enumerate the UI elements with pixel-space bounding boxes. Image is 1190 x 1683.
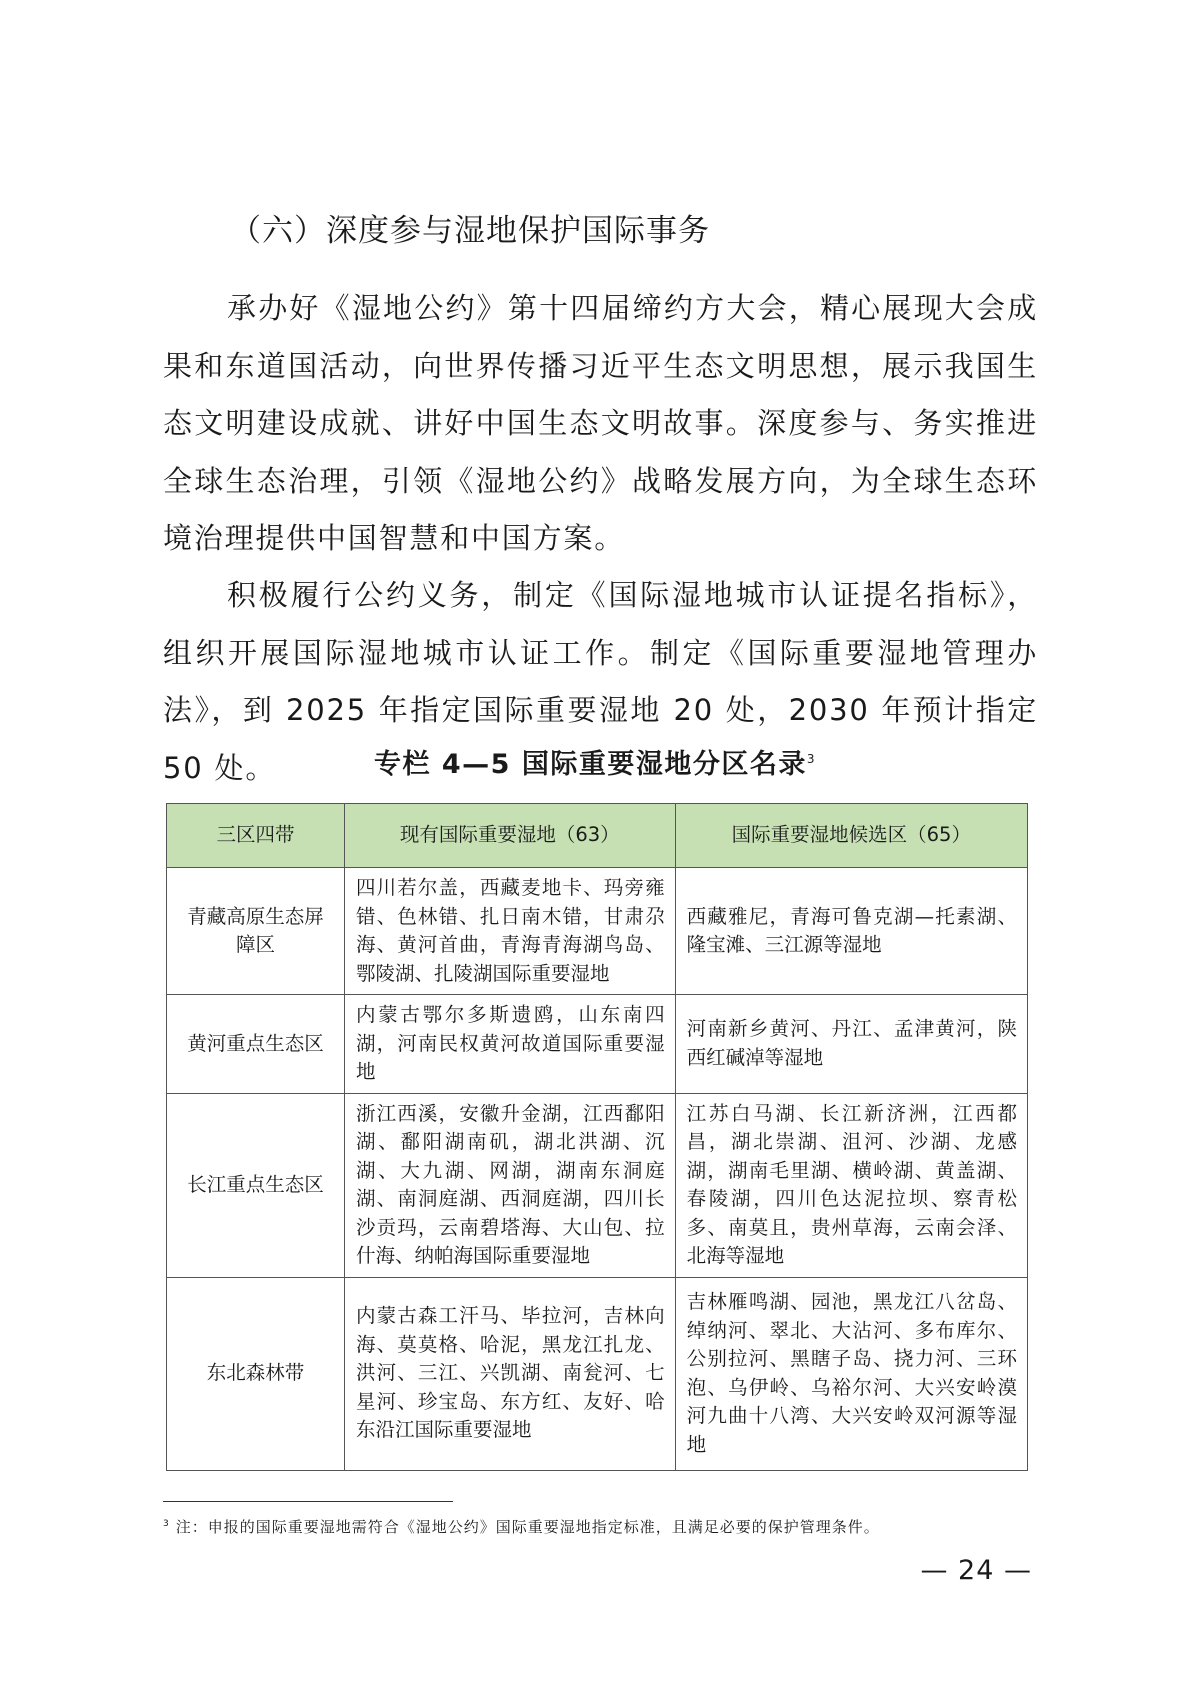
cell-candidate: 西藏雅尼，青海可鲁克湖—托素湖、隆宝滩、三江源等湿地 xyxy=(675,868,1027,995)
cell-region: 黄河重点生态区 xyxy=(167,995,345,1094)
table-row xyxy=(167,1093,1028,1277)
cell-region: 东北森林带 xyxy=(167,1277,345,1470)
table-row xyxy=(167,868,1028,995)
cell-existing: 四川若尔盖，西藏麦地卡、玛旁雍错、色林错、扎日南木错，甘肃尕海、黄河首曲，青海青海湖鸟岛、鄂陵湖、扎陵湖国际重要湿地 xyxy=(344,868,675,995)
footnote-divider xyxy=(163,1501,453,1502)
paragraph-obligations: 积极履行公约义务，制定《国际湿地城市认证提名指标》，组织开展国际湿地城市认证工作。制定《国际重要湿地管理办法》，到 2025 年指定国际重要湿地 20 处，2030 年预计指定 50 处。 xyxy=(163,578,1038,785)
header-candidate: 国际重要湿地候选区（65） xyxy=(675,804,1027,868)
cell-candidate: 吉林雁鸣湖、园池，黑龙江八岔岛、绰纳河、翠北、大沾河、多布库尔、公别拉河、黑瞎子岛、挠力河、三环泡、乌伊岭、乌裕尔河、大兴安岭漠河九曲十八湾、大兴安岭双河源等湿地 xyxy=(675,1277,1027,1470)
table-row xyxy=(167,995,1028,1094)
footnote-reference: 3 xyxy=(806,752,816,766)
cell-region: 青藏高原生态屏障区 xyxy=(167,868,345,995)
cell-existing: 浙江西溪，安徽升金湖，江西鄱阳湖、鄱阳湖南矶，湖北洪湖、沉湖、大九湖、网湖，湖南东洞庭湖、南洞庭湖、西洞庭湖，四川长沙贡玛，云南碧塔海、大山包、拉什海、纳帕海国际重要湿地 xyxy=(344,1093,675,1277)
box-title-text: 专栏 4—5 国际重要湿地分区名录 xyxy=(373,749,807,780)
footnote-text: 注：申报的国际重要湿地需符合《湿地公约》国际重要湿地指定标准，且满足必要的保护管理条件。 xyxy=(175,1518,880,1536)
page-number: — 24 — xyxy=(920,1555,1032,1586)
footnote-mark: 3 xyxy=(163,1519,170,1529)
cell-candidate: 河南新乡黄河、丹江、孟津黄河，陕西红碱淖等湿地 xyxy=(675,995,1027,1094)
cell-existing: 内蒙古森工汗马、毕拉河，吉林向海、莫莫格、哈泥，黑龙江扎龙、洪河、三江、兴凯湖、南瓮河、七星河、珍宝岛、东方红、友好、哈东沿江国际重要湿地 xyxy=(344,1277,675,1470)
table-header-row xyxy=(167,804,1028,868)
header-region: 三区四带 xyxy=(167,804,345,868)
section-heading: （六）深度参与湿地保护国际事务 xyxy=(230,213,710,249)
table-row xyxy=(167,1277,1028,1470)
header-existing: 现有国际重要湿地（63） xyxy=(344,804,675,868)
box-title xyxy=(0,742,1190,781)
paragraph-convention-hosting: 承办好《湿地公约》第十四届缔约方大会，精心展现大会成果和东道国活动，向世界传播习近平生态文明思想，展示我国生态文明建设成就、讲好中国生态文明故事。深度参与、务实推进全球生态治理，引领《湿地公约》战略发展方向，为全球生态环境治理提供中国智慧和中国方案。 xyxy=(163,291,1038,555)
wetland-directory-table xyxy=(166,803,1028,1471)
cell-candidate: 江苏白马湖、长江新济洲，江西都昌，湖北崇湖、沮河、沙湖、龙感湖，湖南毛里湖、横岭湖、黄盖湖、春陵湖，四川色达泥拉坝、察青松多、南莫且，贵州草海，云南会泽、北海等湿地 xyxy=(675,1093,1027,1277)
cell-region: 长江重点生态区 xyxy=(167,1093,345,1277)
cell-existing: 内蒙古鄂尔多斯遗鸥，山东南四湖，河南民权黄河故道国际重要湿地 xyxy=(344,995,675,1094)
footnote xyxy=(163,1516,880,1537)
